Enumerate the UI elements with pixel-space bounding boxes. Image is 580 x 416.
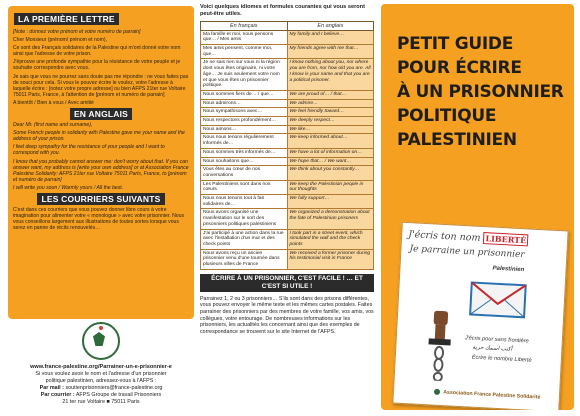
phrase-fr: Nous souhaitons que… bbox=[201, 157, 288, 166]
table-row bbox=[201, 157, 374, 166]
association-name: Association France Palestine Solidarité bbox=[443, 389, 541, 401]
phrase-fr: Nous sommes très informés de… bbox=[201, 148, 288, 157]
easy-heading-wrap bbox=[200, 274, 374, 293]
en-line-2: I feel deep sympathy for the resistance of your people and I want to correspond with you. bbox=[13, 144, 165, 157]
card-caption-1: J'écris pour sans frontière bbox=[464, 335, 529, 345]
table-row bbox=[201, 125, 374, 134]
cover-title-line-1: PETIT GUIDE bbox=[397, 34, 514, 54]
envelope-icon bbox=[468, 278, 528, 321]
card-caption-3: Écrire le nombre Liberté bbox=[471, 354, 532, 364]
phrase-fr: Les Palestiniens sont dans nos cœurs bbox=[201, 180, 288, 194]
cover-card bbox=[392, 222, 568, 410]
phrase-en: We like… bbox=[287, 125, 374, 134]
phrase-en: We received a former prisoner during his testimonial visit in France bbox=[287, 249, 374, 269]
cover-panel bbox=[381, 4, 574, 410]
section-header-english: EN ANGLAIS bbox=[70, 108, 132, 120]
phrase-fr: Nous admirons… bbox=[201, 99, 288, 108]
column-header-en: En anglais bbox=[287, 21, 374, 30]
table-row bbox=[201, 59, 374, 91]
table-row bbox=[201, 108, 374, 117]
phrase-en: We deeply respect… bbox=[287, 117, 374, 126]
phrase-fr: Nous aimons… bbox=[201, 125, 288, 134]
cover-title-line-2: POUR ÉCRIRE bbox=[397, 58, 522, 78]
phrase-en: We think about you constantly… bbox=[287, 166, 374, 180]
afps-seal-icon bbox=[82, 322, 120, 360]
footer-line-2: politique palestinien, adressez-vous à l'AFPS : bbox=[45, 378, 157, 384]
table-row bbox=[201, 134, 374, 148]
section-header-next-letters: LES COURRIERS SUIVANTS bbox=[37, 193, 164, 205]
phrase-fr: J'ai participé à une action dans la rue avec l'installation d'un mur et des check points bbox=[201, 229, 288, 249]
association-label bbox=[434, 389, 541, 401]
website-link[interactable]: www.france-palestine.org/Parrainer-un-e-prisonnier-e bbox=[30, 364, 172, 370]
association-logo-icon bbox=[434, 389, 440, 395]
phrase-fr: Ma famille et moi, nous pensons que… / Mes amis bbox=[201, 30, 288, 44]
contact-footer bbox=[8, 364, 194, 406]
table-row bbox=[201, 45, 374, 59]
column-header-fr: En français bbox=[201, 21, 288, 30]
phrases-intro: Voici quelques idiomes et formules courantes qui vous seront peut-être utiles. bbox=[200, 4, 365, 17]
table-row bbox=[201, 180, 374, 194]
phrase-fr: Je ne sais rien sur vous ni la région dont vous êtes originaire, ni votre âge… Je suis seulement votre nom et que vous êtes un prisonnier politique. bbox=[201, 59, 288, 91]
table-row bbox=[201, 30, 374, 44]
phrase-fr: Nous avons reçu un ancien prisonnier venu d'une tournée dans plusieurs villes de France bbox=[201, 249, 288, 269]
cover-title-line-4: POLITIQUE bbox=[397, 106, 497, 126]
letter-box bbox=[8, 6, 194, 319]
phrase-en: My friends agree with me that… bbox=[287, 45, 374, 59]
phrase-en: We are proud of… / that… bbox=[287, 90, 374, 99]
fr-line-1: Ce sont des Français solidaires de la Palestine qui m'ont donné votre nom ainsi que l'adresse de votre prison. bbox=[13, 45, 181, 58]
card-palestinien: Palestinien bbox=[492, 265, 525, 274]
phrase-fr: Nous sympathisons avec… bbox=[201, 108, 288, 117]
middle-panel bbox=[200, 4, 374, 410]
next-letters-text: C'est dans ces courriers que vous pouvez donner libre cours à votre imagination pour alimenter votre « monologue » avec votre prisonnier. Nous vous conseillons largement aux illustrations de toutes sortes lorsque vous serez en panne de récits renouvelés… bbox=[13, 206, 185, 232]
phrase-en: I took part in a street event, which simulated the wall and the check points bbox=[287, 229, 374, 249]
cover-title-line-5: PALESTINIEN bbox=[397, 130, 517, 150]
fr-line-0: Cher Monsieur (prénom/ prénom et nom), bbox=[13, 37, 107, 44]
easy-heading: ÉCRIRE À UN PRISONNIER, C'EST FACILE ! … ET C'EST SI UTILE ! bbox=[200, 274, 374, 292]
post-label: Par courrier : bbox=[40, 392, 75, 398]
table-row bbox=[201, 166, 374, 180]
fr-line-4: A bientôt / Bien à vous / Avec amitié bbox=[13, 99, 94, 106]
table-row bbox=[201, 99, 374, 108]
table-row bbox=[201, 249, 374, 269]
table-row bbox=[201, 195, 374, 209]
sponsor-text: Parrainez 1, 2 ou 3 prisonniers… S'ils sont dans des prisons différentes, vous pouvez envoyer le même texte et les mêmes cartes postales. Faites parrainer des prisonniers par des membres de votre famille, vos amis, vos collègues, votre entourage. De nombreuses informations sur les prisonniers, les actualités les concernant ainsi que des exemples de correspondance se trouvent sur le site Internet de l'AFPS. bbox=[200, 295, 374, 335]
en-line-1: Some French people in solidarity with Palestine gave me your name and the address of your prison. bbox=[13, 130, 185, 143]
cover-title bbox=[397, 32, 567, 152]
table-row bbox=[201, 90, 374, 99]
table-row bbox=[201, 209, 374, 229]
phrase-en: We have a lot of information on… bbox=[287, 148, 374, 157]
phrase-fr: Nous nous tenons tout à fait solidaires de… bbox=[201, 195, 288, 209]
phrase-fr: Nous nous tenons régulièrement informés de… bbox=[201, 134, 288, 148]
phrase-en: We keep informed about… bbox=[287, 134, 374, 148]
fr-line-2: J'éprouve une profonde sympathie pour la résistance de votre peuple et je souhaite correspondre avec vous. bbox=[13, 59, 181, 72]
phrase-fr: Vous êtes au cœur de nos conversations bbox=[201, 166, 288, 180]
card-caption-2: أكتب اسمك حرية bbox=[472, 344, 513, 353]
table-row bbox=[201, 117, 374, 126]
phrase-fr: Nous avons organisé une manifestation sur le sort des prisonniers politiques palestiniens bbox=[201, 209, 288, 229]
postal-address: 21 ter rue Voltaire ■ 75011 Paris bbox=[62, 399, 140, 405]
liberte-stamp: LIBERTÉ bbox=[483, 232, 528, 246]
en-line-3: I know that you probably cannot answer me: don't worry about that. If you can answer want, my address is [write your own address] or at Association France Palestine Solidarity: AFPS 21ter rue Voltaire 75011 Paris, France, to [prénom et numéro de parrain] bbox=[13, 158, 189, 183]
footer-post bbox=[8, 392, 194, 399]
card-line-1: J'écris ton nom bbox=[407, 229, 481, 244]
phrases-table-body bbox=[201, 30, 374, 269]
phrase-en: We organized a demonstration about the fate of Palestinian prisoners bbox=[287, 209, 374, 229]
phrase-en: We keep the Palestinian people in our thoughts bbox=[287, 180, 374, 194]
logo-row bbox=[8, 322, 194, 360]
en-line-4: I will write you soon / Warmly yours / All the best. bbox=[13, 184, 124, 191]
phrase-en: I know nothing about you, nor where you are from, nor how old you are. All I know is your name and that you are a political prisoner. bbox=[287, 59, 374, 91]
phrase-en: My family and I believe… bbox=[287, 30, 374, 44]
phrase-fr: Nous respectons profondément… bbox=[201, 117, 288, 126]
letter-note: [Note : donnez votre prénom et votre numéro de parrain] bbox=[13, 29, 141, 35]
phrases-table bbox=[200, 21, 374, 270]
mail-address-link[interactable]: soutienprisonniers@france-palestine.org bbox=[65, 385, 163, 391]
cover-title-line-3: À UN PRISONNIER bbox=[397, 82, 564, 102]
phrase-en: We admire… bbox=[287, 99, 374, 108]
mail-label: Par mail : bbox=[39, 385, 64, 391]
fist-chain-icon bbox=[425, 310, 455, 381]
card-line-2: Je parraine un prisonnier bbox=[409, 244, 525, 261]
phrase-en: We hope that… / We want… bbox=[287, 157, 374, 166]
fr-line-3: Je sais que vous ne pourrez sans doute pas me répondre : ne vous faites pas de souci pour cela. Si vous le pouvez écrire le voulez, votre l'adresse à laquelle écrire : [notez votre propre adresse] ou bien AFPS 21ter rue Voltaire 75011 Paris, France, à l'attention de [prénom et numéro de parrain] bbox=[13, 73, 189, 98]
phrase-en: We feel friendly toward… bbox=[287, 108, 374, 117]
footer-line-1: Si vous voulez avoir le nom et l'adresse d'un prisonnier bbox=[35, 371, 167, 377]
en-line-0: Dear Mr. (first name and surname), bbox=[13, 122, 93, 129]
left-panel bbox=[8, 6, 194, 410]
table-row bbox=[201, 229, 374, 249]
footer-mail bbox=[8, 385, 194, 392]
phrase-fr: Mes amis pensent, comme moi, que… bbox=[201, 45, 288, 59]
section-header-first-letter: LA PREMIÈRE LETTRE bbox=[14, 13, 119, 25]
table-row bbox=[201, 148, 374, 157]
phrase-fr: Nous sommes fiers de… / que… bbox=[201, 90, 288, 99]
post-recipient: AFPS Groupe de travail Prisonniers bbox=[75, 392, 162, 398]
phrase-en: We fully support… bbox=[287, 195, 374, 209]
